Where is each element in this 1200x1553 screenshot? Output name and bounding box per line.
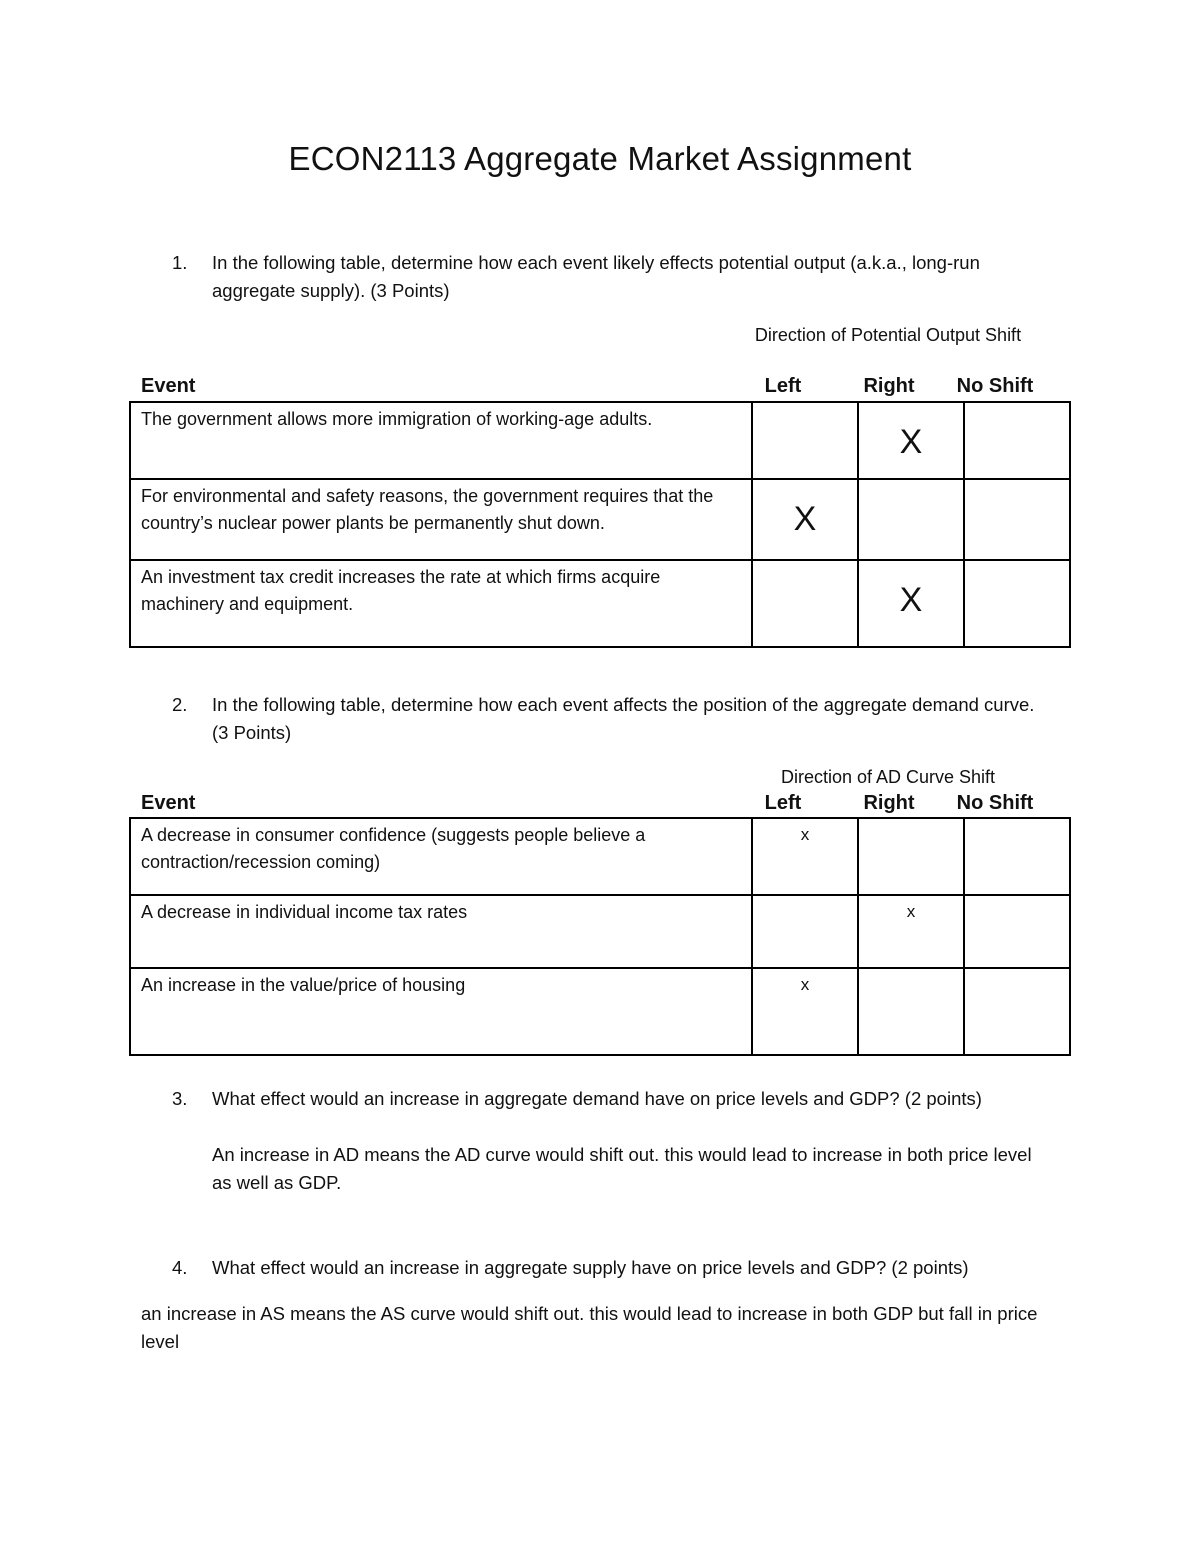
- right-cell: [858, 968, 964, 1055]
- no-shift-cell: [964, 479, 1070, 560]
- shift-mark: x: [906, 902, 916, 921]
- question-number: 4.: [172, 1257, 188, 1278]
- event-cell: An investment tax credit increases the rate at which firms acquire machinery and equipment.: [130, 560, 752, 647]
- left-cell: [752, 479, 858, 560]
- shift-mark: X: [899, 581, 923, 619]
- question-text: In the following table, determine how each event likely effects potential output (a.k.a., long-run aggregate supply). (3 Points): [212, 252, 980, 301]
- table-row: [130, 560, 1070, 647]
- right-cell: [858, 479, 964, 560]
- potential-output-table: [129, 401, 1071, 648]
- event-cell: A decrease in individual income tax rates: [130, 895, 752, 968]
- shift-mark: X: [899, 423, 923, 461]
- question-text: In the following table, determine how each event affects the position of the aggregate demand curve. (3 Points): [212, 694, 1035, 743]
- left-cell: [752, 818, 858, 895]
- question-number: 3.: [172, 1088, 188, 1109]
- left-cell: [752, 895, 858, 968]
- left-cell: [752, 560, 858, 647]
- event-cell: An increase in the value/price of housing: [130, 968, 752, 1055]
- event-column-header: Event: [141, 792, 196, 814]
- question-number: 1.: [172, 252, 188, 273]
- left-cell: [752, 968, 858, 1055]
- question-number: 2.: [172, 694, 188, 715]
- right-cell: [858, 818, 964, 895]
- no-shift-cell: [964, 818, 1070, 895]
- no-shift-column-header: No Shift: [956, 792, 1034, 814]
- no-shift-cell: [964, 895, 1070, 968]
- table-row: [130, 402, 1070, 479]
- left-column-header: Left: [764, 792, 802, 814]
- shift-mark: X: [793, 500, 817, 538]
- question-text: What effect would an increase in aggregate supply have on price levels and GDP? (2 points): [212, 1257, 969, 1278]
- answer-4: an increase in AS means the AS curve would shift out. this would lead to increase in both GDP but fall in price level: [141, 1303, 1038, 1352]
- left-column-header: Left: [764, 375, 802, 397]
- question-text: What effect would an increase in aggregate demand have on price levels and GDP? (2 points): [212, 1088, 982, 1109]
- left-cell: [752, 402, 858, 479]
- event-column-header: Event: [141, 375, 196, 397]
- ad-curve-table: [129, 817, 1071, 1056]
- right-column-header: Right: [863, 792, 915, 814]
- direction-header: Direction of AD Curve Shift: [780, 767, 996, 787]
- no-shift-column-header: No Shift: [956, 375, 1034, 397]
- right-column-header: Right: [863, 375, 915, 397]
- shift-mark: x: [800, 825, 810, 844]
- direction-header: Direction of Potential Output Shift: [754, 325, 1022, 345]
- event-cell: A decrease in consumer confidence (suggests people believe a contraction/recession coming): [130, 818, 752, 895]
- event-cell: For environmental and safety reasons, the government requires that the country’s nuclear power plants be permanently shut down.: [130, 479, 752, 560]
- answer-3: An increase in AD means the AD curve would shift out. this would lead to increase in both price level as well as GDP.: [212, 1144, 1032, 1193]
- table-row: [130, 968, 1070, 1055]
- table-row: [130, 818, 1070, 895]
- shift-mark: x: [800, 975, 810, 994]
- document-title: ECON2113 Aggregate Market Assignment: [288, 140, 912, 177]
- no-shift-cell: [964, 968, 1070, 1055]
- right-cell: [858, 895, 964, 968]
- table-row: [130, 479, 1070, 560]
- table-row: [130, 895, 1070, 968]
- right-cell: [858, 402, 964, 479]
- no-shift-cell: [964, 402, 1070, 479]
- event-cell: The government allows more immigration of working-age adults.: [130, 402, 752, 479]
- right-cell: [858, 560, 964, 647]
- no-shift-cell: [964, 560, 1070, 647]
